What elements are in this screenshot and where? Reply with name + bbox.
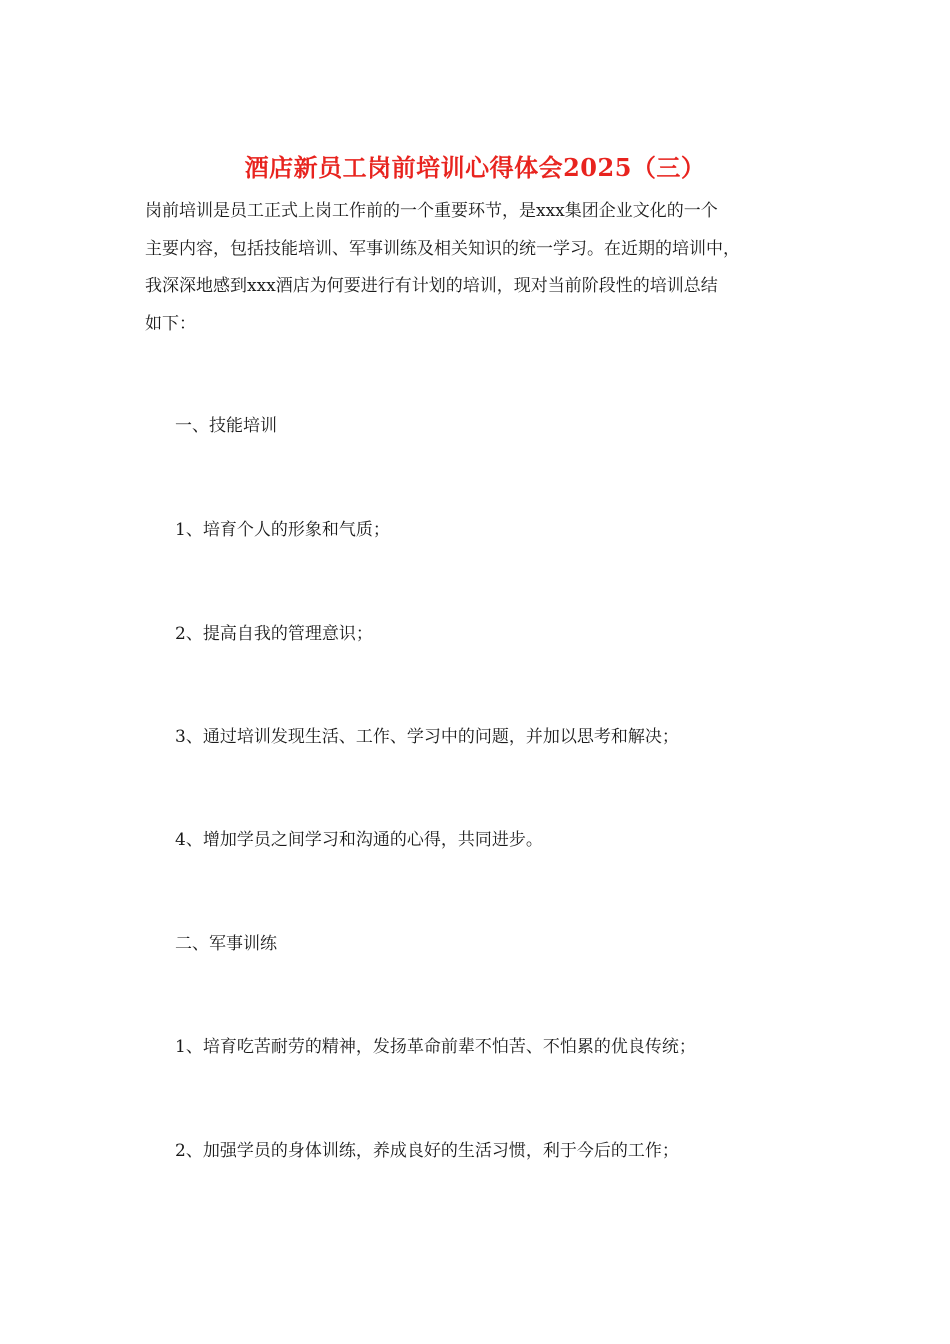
section-heading-military: 二、军事训练	[175, 934, 277, 954]
list-item: 4、增加学员之间学习和沟通的心得，共同进步。	[175, 830, 543, 850]
list-item: 1、培育个人的形象和气质；	[175, 520, 390, 540]
list-item: 3、通过培训发现生活、工作、学习中的问题，并加以思考和解决；	[175, 727, 679, 747]
intro-line: 主要内容，包括技能培训、军事训练及相关知识的统一学习。在近期的培训中，	[145, 238, 740, 259]
intro-line: 我深深地感到xxx酒店为何要进行有计划的培训，现对当前阶段性的培训总结	[145, 276, 718, 296]
list-item: 2、提高自我的管理意识；	[175, 624, 373, 644]
intro-line: 岗前培训是员工正式上岗工作前的一个重要环节，是xxx集团企业文化的一个	[145, 201, 718, 221]
document-title: 酒店新员工岗前培训心得体会2025（三）	[244, 153, 706, 182]
list-item: 1、培育吃苦耐劳的精神，发扬革命前辈不怕苦、不怕累的优良传统；	[175, 1037, 696, 1057]
section-heading-skills: 一、技能培训	[175, 416, 277, 436]
list-item: 2、加强学员的身体训练，养成良好的生活习惯，利于今后的工作；	[175, 1141, 679, 1161]
intro-line: 如下：	[145, 313, 196, 334]
intro-paragraph	[145, 193, 805, 343]
